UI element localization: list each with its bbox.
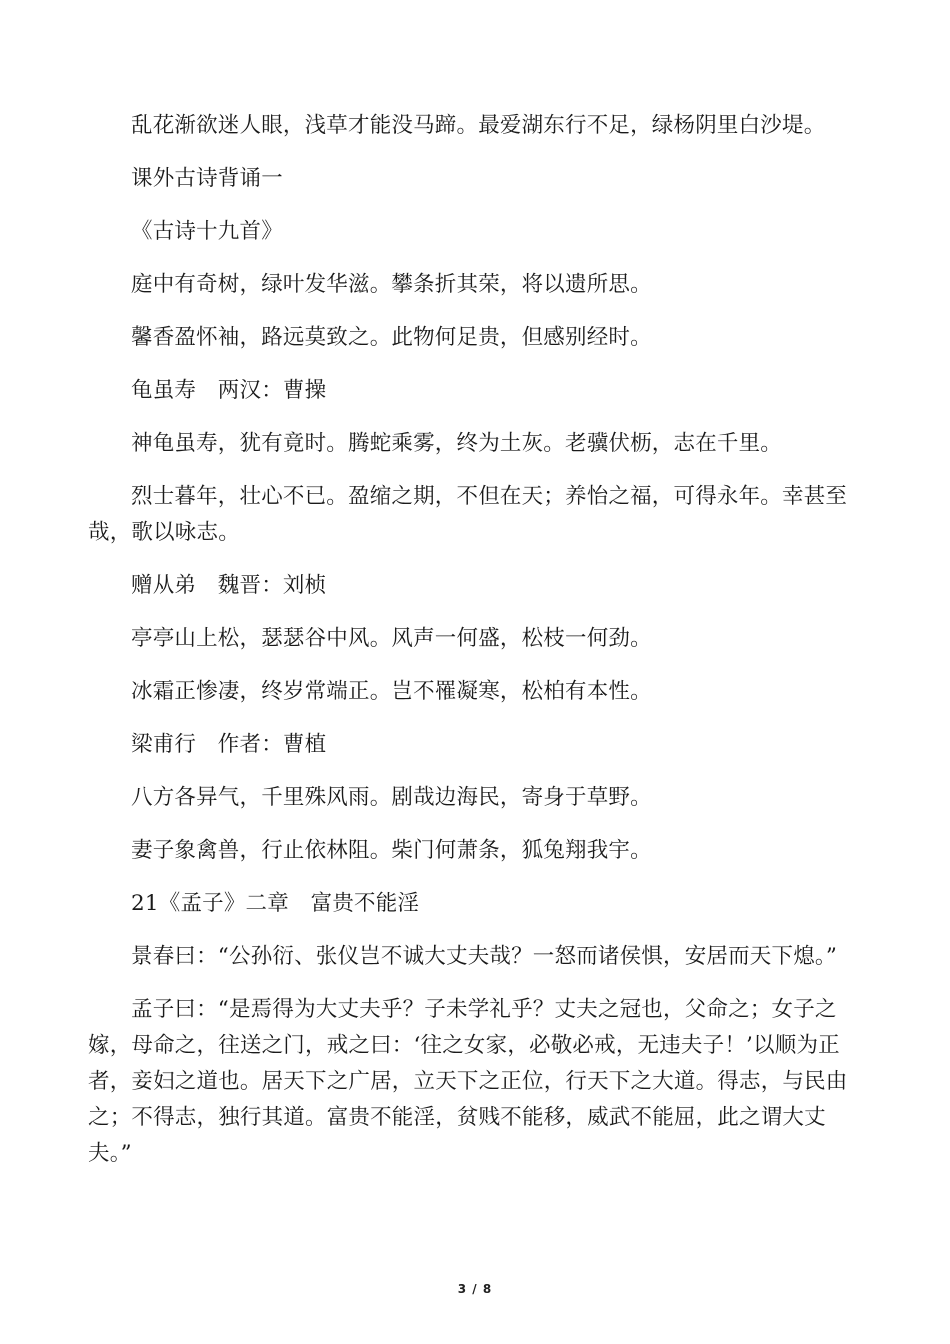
paragraph-poem-line: 馨香盈怀袖，路远莫致之。此物何足贵，但感别经时。 bbox=[131, 325, 652, 350]
paragraph-prose: 孟子曰：“是焉得为大丈夫乎？子未学礼乎？丈夫之冠也，父命之；女子之嫁，母命之，往送之门，戒之曰：‘往之女家，必敬必戒，无违夫子！’以顺为正者，妾妇之道也。居天下之广居，立天下之正位，行天下之大道。得志，与民由之；不得志，独行其道。富贵不能淫，贫贱不能移，威武不能屈，此之谓大丈夫。” bbox=[88, 997, 848, 1166]
paragraph-chapter-heading: 21《孟子》二章 富贵不能淫 bbox=[131, 891, 420, 916]
paragraph-poem-line: 烈士暮年，壮心不已。盈缩之期，不但在天；养怡之福，可得永年。幸甚至哉，歌以咏志。 bbox=[88, 484, 848, 545]
page-number: 3 / 8 bbox=[457, 1282, 493, 1296]
paragraph-poem-line: 庭中有奇树，绿叶发华滋。攀条折其荣，将以遗所思。 bbox=[131, 272, 652, 297]
paragraph-poem-title: 《古诗十九首》 bbox=[131, 219, 283, 244]
paragraph-poem-title: 梁甫行 作者：曹植 bbox=[131, 732, 327, 757]
paragraph-prose: 景春曰：“公孙衍、张仪岂不诚大丈夫哉？一怒而诸侯惧，安居而天下熄。” bbox=[131, 944, 838, 969]
paragraph-poem-line: 神龟虽寿，犹有竟时。腾蛇乘雾，终为土灰。老骥伏枥，志在千里。 bbox=[131, 431, 783, 456]
paragraph-section-heading: 课外古诗背诵一 bbox=[131, 166, 283, 191]
paragraph-poem-title: 龟虽寿 两汉：曹操 bbox=[131, 378, 327, 403]
paragraph-poem-line: 妻子象禽兽，行止依林阻。柴门何萧条，狐兔翔我宇。 bbox=[131, 838, 652, 863]
paragraph-poem-line: 冰霜正惨凄，终岁常端正。岂不罹凝寒，松柏有本性。 bbox=[131, 679, 652, 704]
paragraph-poem-line: 亭亭山上松，瑟瑟谷中风。风声一何盛，松枝一何劲。 bbox=[131, 626, 652, 651]
paragraph-poem-line: 八方各异气，千里殊风雨。剧哉边海民，寄身于草野。 bbox=[131, 785, 652, 810]
document-body bbox=[88, 108, 860, 1189]
paragraph-poem-line: 乱花渐欲迷人眼，浅草才能没马蹄。最爱湖东行不足，绿杨阴里白沙堤。 bbox=[131, 113, 826, 138]
paragraph-poem-title: 赠从弟 魏晋：刘桢 bbox=[131, 573, 327, 598]
